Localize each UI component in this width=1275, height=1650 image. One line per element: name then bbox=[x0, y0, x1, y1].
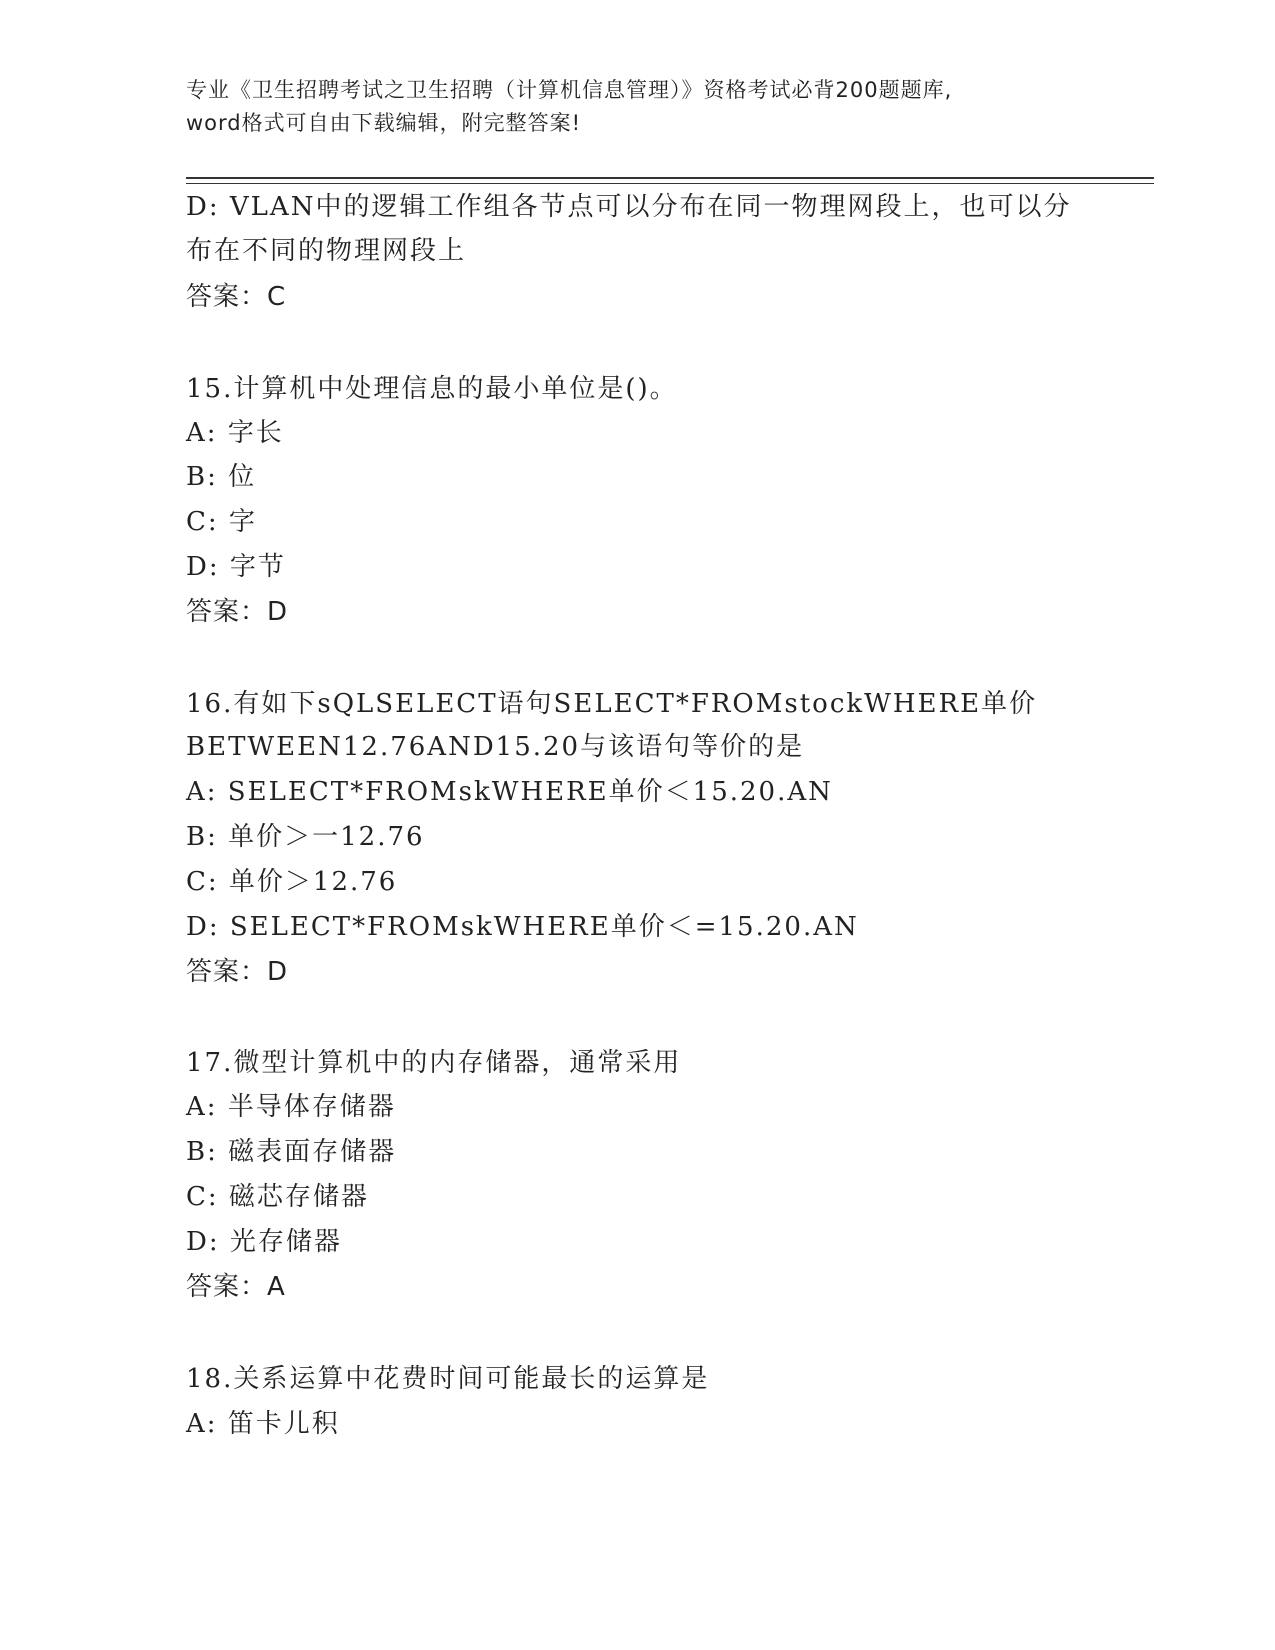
header-line-1: 专业《卫生招聘考试之卫生招聘（计算机信息管理）》资格考试必背200题题库, bbox=[186, 78, 953, 102]
q16-option-a: A: SELECT*FROMskWHERE单价＜15.20.AN bbox=[186, 777, 833, 807]
q18-question: 18.关系运算中花费时间可能最长的运算是 bbox=[186, 1364, 710, 1394]
q15-option-d: D: 字节 bbox=[186, 552, 286, 582]
q17-answer: 答案：A bbox=[186, 1272, 286, 1302]
q17-option-d: D: 光存储器 bbox=[186, 1227, 342, 1257]
document-header bbox=[186, 74, 1086, 140]
header-divider-thin bbox=[186, 183, 1154, 184]
q16-option-d: D: SELECT*FROMskWHERE单价＜=15.20.AN bbox=[186, 912, 859, 942]
q18-option-a: A: 笛卡儿积 bbox=[186, 1409, 340, 1439]
q16-question-line-1: 16.有如下sQLSELECT语句SELECT*FROMstockWHERE单价 bbox=[186, 689, 1038, 719]
q14-option-d-line-2: 布在不同的物理网段上 bbox=[186, 236, 467, 266]
q14-option-d-line-1: D: VLAN中的逻辑工作组各节点可以分布在同一物理网段上，也可以分 bbox=[186, 192, 1072, 222]
q17-option-c: C: 磁芯存储器 bbox=[186, 1182, 369, 1212]
q16-option-c: C: 单价＞12.76 bbox=[186, 867, 398, 897]
header-divider-thick bbox=[186, 177, 1154, 179]
q15-option-b: B: 位 bbox=[186, 462, 257, 492]
q15-option-c: C: 字 bbox=[186, 507, 257, 537]
q16-question-line-2: BETWEEN12.76AND15.20与该语句等价的是 bbox=[186, 732, 805, 762]
q15-answer: 答案：D bbox=[186, 597, 289, 627]
header-line-2: word格式可自由下载编辑，附完整答案! bbox=[186, 111, 582, 135]
q16-option-b: B: 单价＞一12.76 bbox=[186, 822, 425, 852]
q17-option-a: A: 半导体存储器 bbox=[186, 1092, 396, 1122]
q17-question: 17.微型计算机中的内存储器，通常采用 bbox=[186, 1048, 682, 1078]
q14-answer: 答案：C bbox=[186, 282, 287, 312]
q15-question: 15.计算机中处理信息的最小单位是()。 bbox=[186, 374, 678, 404]
q15-option-a: A: 字长 bbox=[186, 418, 284, 448]
q16-answer: 答案：D bbox=[186, 957, 289, 987]
q17-option-b: B: 磁表面存储器 bbox=[186, 1137, 397, 1167]
